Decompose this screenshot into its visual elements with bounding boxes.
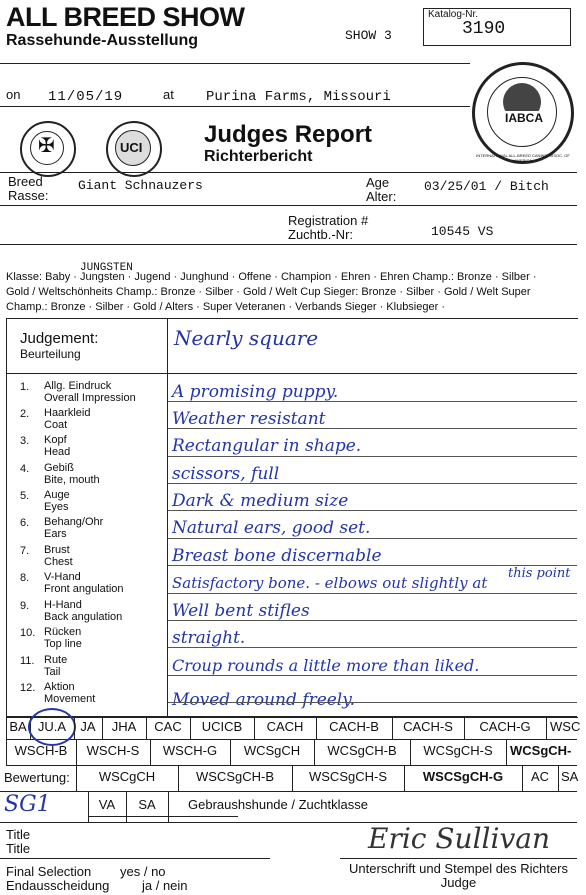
criterion-number: 5.	[20, 490, 30, 502]
ruled-line	[168, 456, 577, 457]
signature-label-de: Judge	[440, 875, 477, 890]
uci-logo-text: UCI	[120, 140, 143, 155]
award-ba: BA	[9, 719, 27, 734]
criterion-answer: Natural ears, good set.	[172, 518, 371, 538]
criterion-label-de: Front angulation	[44, 583, 124, 595]
ruled-line	[168, 428, 577, 429]
catalog-label: Katalog-Nr.	[428, 9, 479, 20]
criterion-answer: Satisfactory bone. - elbows out slightly at	[172, 574, 488, 592]
ruled-line	[168, 675, 577, 676]
award-wsch-g: WSCH-G	[162, 743, 218, 758]
breed-label: Breed	[8, 174, 43, 189]
criterion-label-de: Bite, mouth	[44, 474, 100, 486]
criterion-label-de: Chest	[44, 556, 73, 568]
eagle-icon: ✠	[38, 135, 55, 157]
report-title: Judges Report	[204, 121, 373, 148]
judgement-summary: Nearly square	[174, 326, 319, 350]
event-underline	[0, 106, 470, 107]
uci-logo	[106, 121, 162, 177]
criterion-answer: Moved around freely.	[172, 690, 355, 710]
final-selection-label-de: Endausscheidung	[6, 878, 110, 893]
catalog-box	[423, 8, 571, 46]
ruled-line	[168, 510, 577, 511]
criterion-label-de: Ears	[44, 528, 67, 540]
criterion-number: 2.	[20, 408, 30, 420]
award-wsch-b: WSCH-B	[14, 743, 68, 758]
criterion-label-de: Coat	[44, 419, 68, 431]
ruled-line	[168, 565, 577, 566]
klasse-line-1: Klasse: Baby · Jungsten · Jugend · Junghund · Offene · Champion · Ehren · Ehren Champ.: Bronze · Silber ·	[6, 271, 537, 283]
divider	[0, 172, 577, 173]
criterion-number: 1.	[20, 381, 30, 393]
criterion-label-de: Top line	[44, 638, 82, 650]
award-cach: CACH	[266, 719, 304, 734]
award-wscsgch-b: WSCSgCH-B	[195, 769, 274, 784]
criterion-label: H-Hand	[44, 599, 82, 611]
award-ucicb: UCICB	[201, 719, 243, 734]
award-ac: AC	[530, 769, 550, 784]
criterion-label: Brust	[44, 544, 70, 556]
award-va: VA	[98, 797, 116, 812]
ruled-line	[168, 593, 577, 594]
award-cach-g: CACH-G	[479, 719, 531, 734]
criterion-label-de: Tail	[44, 666, 61, 678]
criterion-answer: Breast bone discernable	[172, 546, 382, 566]
on-label: on	[6, 87, 21, 102]
divider	[0, 205, 577, 206]
eagle-logo	[20, 121, 76, 177]
age-value: 03/25/01 / Bitch	[424, 179, 549, 194]
ruled-line	[168, 401, 577, 402]
signature-rule	[340, 858, 577, 859]
criterion-label-de: Back angulation	[44, 611, 123, 623]
award-cach-s: CACH-S	[403, 719, 453, 734]
divider	[0, 244, 577, 245]
criterion-label: Haarkleid	[44, 407, 91, 419]
award-wcsgch-g: WCSgCH-	[510, 743, 572, 758]
at-label: at	[163, 87, 174, 102]
show-number: SHOW 3	[345, 28, 392, 43]
criterion-answer: straight.	[172, 628, 246, 648]
show-subtitle: Rassehunde-Ausstellung	[6, 32, 199, 49]
criterion-answer: scissors, full	[172, 464, 280, 484]
criterion-label: Auge	[44, 489, 70, 501]
ruled-line	[168, 483, 577, 484]
signature-label: Unterschrift und Stempel des Richters	[349, 861, 568, 876]
title-label: Title	[6, 827, 31, 842]
registration-value: 10545 VS	[431, 224, 494, 239]
criterion-label: Behang/Ohr	[44, 516, 104, 528]
criterion-number: 6.	[20, 517, 30, 529]
ruled-line	[168, 702, 577, 703]
final-selection-options-de: ja / nein	[142, 878, 188, 893]
show-title: ALL BREED SHOW	[6, 2, 245, 32]
final-selection-label: Final Selection	[6, 864, 92, 879]
iabca-ring-text: INTERNATIONAL ALL-BREED CANINE ASSOC. OF AMERICA	[476, 153, 570, 163]
registration-label: Registration #	[288, 213, 369, 228]
criterion-number: 3.	[20, 435, 30, 447]
ruled-line	[168, 620, 577, 621]
catalog-number: 3190	[462, 19, 506, 39]
award-sa: SA	[561, 769, 579, 784]
criterion-label: V-Hand	[44, 571, 81, 583]
criterion-label: Aktion	[44, 681, 75, 693]
criterion-number: 11.	[20, 655, 35, 667]
criterion-number: 10.	[20, 627, 36, 639]
award-wsch-s: WSCH-S	[86, 743, 140, 758]
criterion-answer: Dark & medium size	[172, 491, 349, 511]
breed-value: Giant Schnauzers	[78, 178, 203, 193]
award-wscgch: WSCgCH	[98, 769, 156, 784]
criterion-answer: Well bent stifles	[172, 601, 310, 621]
criterion-answer: Croup rounds a little more than liked.	[172, 656, 480, 675]
criterion-label: Rute	[44, 654, 68, 666]
criterion-number: 8.	[20, 572, 30, 584]
klasse-overtype: JUNGSTEN	[80, 262, 133, 274]
bewertung-value: SG1	[4, 792, 51, 817]
criterion-label: Kopf	[44, 434, 67, 446]
criterion-number: 9.	[20, 600, 30, 612]
criterion-label: Allg. Eindruck	[44, 380, 112, 392]
judgement-label: Judgement:	[20, 330, 99, 347]
award-jha: JHA	[111, 719, 137, 734]
award-cach-b: CACH-B	[329, 719, 379, 734]
ruled-line	[168, 647, 577, 648]
judge-signature: Eric Sullivan	[368, 822, 550, 855]
criterion-annotation: this point	[508, 566, 571, 581]
award-wsc: WSC	[550, 719, 581, 734]
awards-rule	[88, 816, 238, 817]
age-label: Age	[366, 175, 390, 190]
event-location: Purina Farms, Missouri	[206, 89, 391, 105]
criterion-label-de: Movement	[44, 693, 96, 705]
award-wcsgch-s: WCSgCH-S	[423, 743, 493, 758]
iabca-seal	[472, 62, 574, 164]
registration-label-de: Zuchtb.-Nr:	[288, 227, 354, 242]
ruled-line	[168, 538, 577, 539]
award-wscsgch-s: WSCSgCH-S	[308, 769, 387, 784]
award-cac: CAC	[154, 719, 182, 734]
award-sa-working: SA	[138, 797, 156, 812]
bewertung-label: Bewertung:	[4, 770, 70, 785]
award-working-class: Gebraushshunde / Zuchtklasse	[188, 797, 368, 812]
judgement-divider	[167, 318, 168, 716]
criterion-number: 4.	[20, 463, 30, 475]
age-label-de: Alter:	[366, 189, 397, 204]
final-selection-options: yes / no	[120, 864, 166, 879]
criterion-number: 7.	[20, 545, 30, 557]
criterion-answer: Rectangular in shape.	[172, 436, 362, 456]
klasse-line-2: Gold / Weltschönheits Champ.: Bronze · Silber · Gold / Welt Cup Sieger: Bronze · Silber · Gold / Welt Super	[6, 286, 531, 298]
iabca-text: IABCA	[505, 111, 543, 125]
criterion-label-de: Eyes	[44, 501, 69, 513]
criterion-answer: Weather resistant	[172, 409, 326, 429]
award-wcsgch: WCSgCH	[243, 743, 301, 758]
event-date: 11/05/19	[48, 89, 124, 105]
awards-rule	[0, 791, 577, 792]
criterion-number: 12.	[20, 682, 36, 694]
title-label-de: Title	[6, 841, 31, 856]
criterion-label: Rücken	[44, 626, 82, 638]
criterion-answer: A promising puppy.	[172, 382, 339, 402]
breed-label-de: Rasse:	[8, 188, 49, 203]
award-wscsgch-g: WSCSgCH-G	[422, 769, 504, 784]
klasse-line-3: Champ.: Bronze · Silber · Gold / Alters · Super Veteranen · Verbands Sieger · Klubsieger ·	[6, 301, 445, 313]
award-wcsgch-b: WCSgCH-B	[327, 743, 397, 758]
title-rule	[0, 858, 270, 859]
award-ja: JA	[80, 719, 96, 734]
award-jua: JU.A	[37, 719, 67, 734]
criterion-label: Gebiß	[44, 462, 74, 474]
criterion-label-de: Head	[44, 446, 71, 458]
awards-rule	[6, 739, 577, 740]
divider	[0, 63, 470, 64]
criterion-label-de: Overall Impression	[44, 392, 136, 404]
report-subtitle: Richterbericht	[204, 148, 313, 165]
judgement-label-de: Beurteilung	[20, 347, 81, 361]
judgement-header-rule	[6, 373, 577, 374]
